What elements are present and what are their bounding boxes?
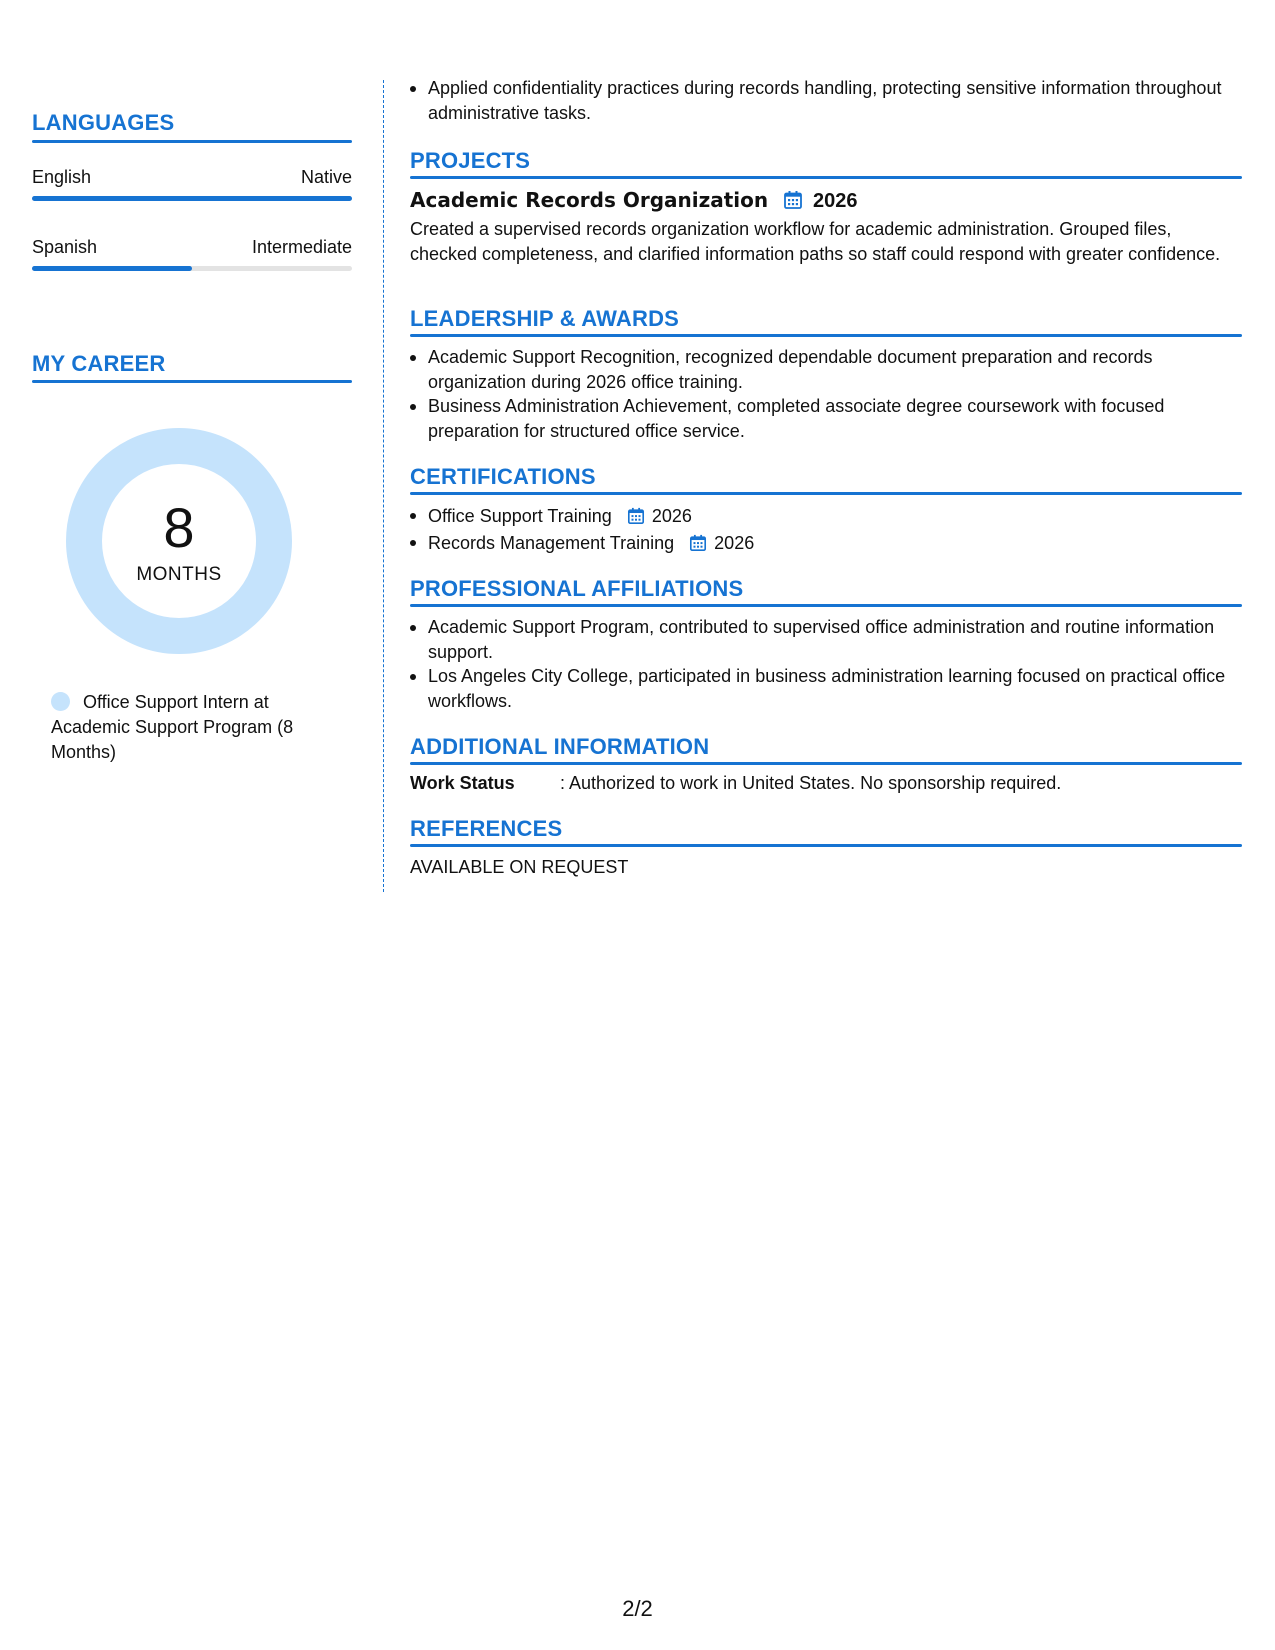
project-year: 2026 bbox=[813, 190, 858, 212]
affiliations-section bbox=[410, 576, 1242, 713]
language-bar-fill bbox=[32, 266, 192, 271]
certifications-rule bbox=[410, 492, 1242, 495]
work-status-row bbox=[410, 771, 1242, 797]
list-item: Business Administration Achievement, completed associate degree coursework with focused preparation for structured office service. bbox=[410, 394, 1242, 443]
additional-heading: ADDITIONAL INFORMATION bbox=[410, 734, 710, 759]
legend-dot bbox=[51, 692, 70, 711]
list-item: Applied confidentiality practices during records handling, protecting sensitive information throughout administrative tasks. bbox=[410, 76, 1242, 125]
references-text: AVAILABLE ON REQUEST bbox=[410, 857, 629, 877]
project-header bbox=[410, 188, 1242, 213]
project-title: Academic Records Organization bbox=[410, 188, 769, 212]
references-rule bbox=[410, 844, 1242, 847]
affiliations-rule bbox=[410, 604, 1242, 607]
projects-heading: PROJECTS bbox=[410, 148, 531, 173]
language-level: Native bbox=[300, 167, 352, 187]
certifications-section bbox=[410, 464, 1242, 557]
career-heading: MY CAREER bbox=[32, 351, 166, 376]
references-heading: REFERENCES bbox=[410, 816, 563, 841]
leadership-section bbox=[410, 306, 1242, 443]
language-bar-fill bbox=[32, 196, 352, 201]
language-level: Intermediate bbox=[251, 237, 352, 257]
projects-rule bbox=[410, 176, 1242, 179]
languages-heading: LANGUAGES bbox=[32, 110, 175, 135]
language-name: English bbox=[32, 167, 92, 187]
list-item: Academic Support Program, contributed to supervised office administration and routine information support. bbox=[410, 615, 1242, 664]
legend-label: Office Support Intern at Academic Support Program (8 Months) bbox=[51, 692, 294, 762]
leadership-list bbox=[410, 345, 1242, 443]
certification-year: 2026 bbox=[714, 533, 755, 553]
career-legend bbox=[51, 690, 341, 765]
column-divider bbox=[383, 80, 384, 892]
language-bar bbox=[32, 196, 352, 201]
experience-continued bbox=[410, 76, 1242, 125]
calendar-icon bbox=[689, 534, 707, 552]
certification-name: Office Support Training bbox=[428, 506, 612, 526]
affiliations-heading: PROFESSIONAL AFFILIATIONS bbox=[410, 576, 744, 601]
leadership-rule bbox=[410, 334, 1242, 337]
language-name: Spanish bbox=[32, 237, 98, 257]
certifications-list bbox=[410, 503, 1242, 557]
certification-item bbox=[410, 503, 1242, 530]
career-total-value: 8 bbox=[163, 496, 195, 559]
list-item: Los Angeles City College, participated in business administration learning focused on practical office workflows. bbox=[410, 664, 1242, 713]
leadership-heading: LEADERSHIP & AWARDS bbox=[410, 306, 680, 331]
career-total-unit: MONTHS bbox=[136, 564, 222, 585]
certification-item bbox=[410, 530, 1242, 557]
work-status-value: : Authorized to work in United States. No sponsorship required. bbox=[560, 773, 1062, 793]
languages-rule bbox=[32, 140, 352, 143]
projects-section bbox=[410, 148, 1242, 266]
additional-section bbox=[410, 734, 1242, 797]
experience-bullets bbox=[410, 76, 1242, 125]
affiliations-list bbox=[410, 615, 1242, 713]
page-number: 2/2 bbox=[622, 1596, 653, 1621]
work-status-label: Work Status bbox=[410, 773, 515, 793]
calendar-icon bbox=[783, 190, 803, 210]
career-rule bbox=[32, 380, 352, 383]
certification-name: Records Management Training bbox=[428, 533, 675, 553]
certification-year: 2026 bbox=[651, 506, 692, 526]
references-section bbox=[410, 816, 1242, 880]
calendar-icon bbox=[627, 507, 645, 525]
language-bar bbox=[32, 266, 352, 271]
additional-rule bbox=[410, 762, 1242, 765]
project-description: Created a supervised records organization workflow for academic administration. Grouped files, checked completeness, and clarified information paths so staff could respond with greater confidence. bbox=[410, 219, 1221, 264]
certifications-heading: CERTIFICATIONS bbox=[410, 464, 596, 489]
list-item: Academic Support Recognition, recognized dependable document preparation and records organization during 2026 office training. bbox=[410, 345, 1242, 394]
